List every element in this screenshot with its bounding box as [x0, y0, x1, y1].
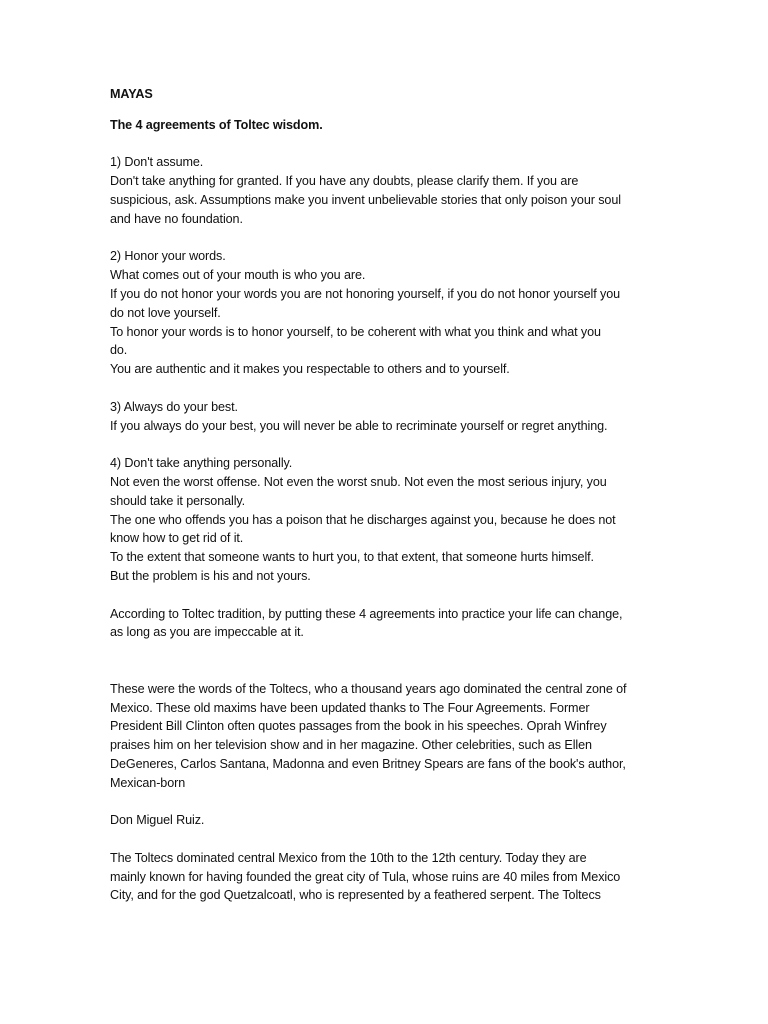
agreement-line: You are authentic and it makes you respectable to others and to yourself.	[110, 362, 510, 377]
paragraph-line: The Toltecs dominated central Mexico from the 10th to the 12th century. Today they are	[110, 850, 587, 865]
paragraph-line: as long as you are impeccable at it.	[110, 625, 304, 640]
agreement-line: do.	[110, 343, 128, 358]
toltec-words-paragraph	[110, 680, 660, 793]
agreement-title: 4) Don't take anything personally.	[110, 456, 293, 471]
agreement-line: Don't take anything for granted. If you have any doubts, please clarify them. If you are	[110, 174, 579, 189]
tradition-paragraph	[110, 605, 660, 643]
agreement-line: The one who offends you has a poison that he discharges against you, because he does not	[110, 512, 616, 527]
paragraph-line: President Bill Clinton often quotes passages from the book in his speeches. Oprah Winfrey	[110, 719, 607, 734]
paragraph-line: According to Toltec tradition, by putting these 4 agreements into practice your life can change,	[110, 606, 623, 621]
agreement-line: do not love yourself.	[110, 305, 221, 320]
document-page	[110, 85, 660, 905]
agreement-4	[110, 454, 660, 586]
agreement-1	[110, 153, 660, 228]
toltecs-history-paragraph	[110, 849, 660, 905]
author-name: Don Miguel Ruiz.	[110, 813, 205, 828]
agreement-line: know how to get rid of it.	[110, 531, 244, 546]
agreement-title: 3) Always do your best.	[110, 399, 238, 414]
agreement-line: If you always do your best, you will never be able to recriminate yourself or regret anything.	[110, 418, 608, 433]
agreement-line: But the problem is his and not yours.	[110, 568, 311, 583]
agreement-2	[110, 247, 660, 379]
agreement-line: If you do not honor your words you are not honoring yourself, if you do not honor yourself you	[110, 286, 621, 301]
paragraph-line: mainly known for having founded the great city of Tula, whose ruins are 40 miles from Mexico	[110, 869, 621, 884]
agreement-line: To honor your words is to honor yourself, to be coherent with what you think and what you	[110, 324, 601, 339]
agreement-line: suspicious, ask. Assumptions make you invent unbelievable stories that only poison your soul	[110, 192, 621, 207]
paragraph-line: Mexico. These old maxims have been updated thanks to The Four Agreements. Former	[110, 700, 590, 715]
agreement-line: What comes out of your mouth is who you are.	[110, 268, 366, 283]
agreement-line: should take it personally.	[110, 493, 246, 508]
paragraph-line: DeGeneres, Carlos Santana, Madonna and even Britney Spears are fans of the book's author,	[110, 756, 626, 771]
agreement-3	[110, 398, 660, 436]
paragraph-line: praises him on her television show and in her magazine. Other celebrities, such as Ellen	[110, 738, 592, 753]
agreement-title: 2) Honor your words.	[110, 249, 226, 264]
document-subheading: The 4 agreements of Toltec wisdom.	[110, 117, 323, 132]
paragraph-line: These were the words of the Toltecs, who a thousand years ago dominated the central zone of	[110, 681, 627, 696]
agreement-title: 1) Don't assume.	[110, 155, 204, 170]
document-heading: MAYAS	[110, 87, 153, 101]
agreement-line: Not even the worst offense. Not even the worst snub. Not even the most serious injury, you	[110, 474, 607, 489]
paragraph-line: City, and for the god Quetzalcoatl, who is represented by a feathered serpent. The Toltecs	[110, 888, 601, 903]
paragraph-line: Mexican-born	[110, 775, 186, 790]
agreement-line: To the extent that someone wants to hurt you, to that extent, that someone hurts himself.	[110, 550, 594, 565]
agreement-line: and have no foundation.	[110, 211, 243, 226]
